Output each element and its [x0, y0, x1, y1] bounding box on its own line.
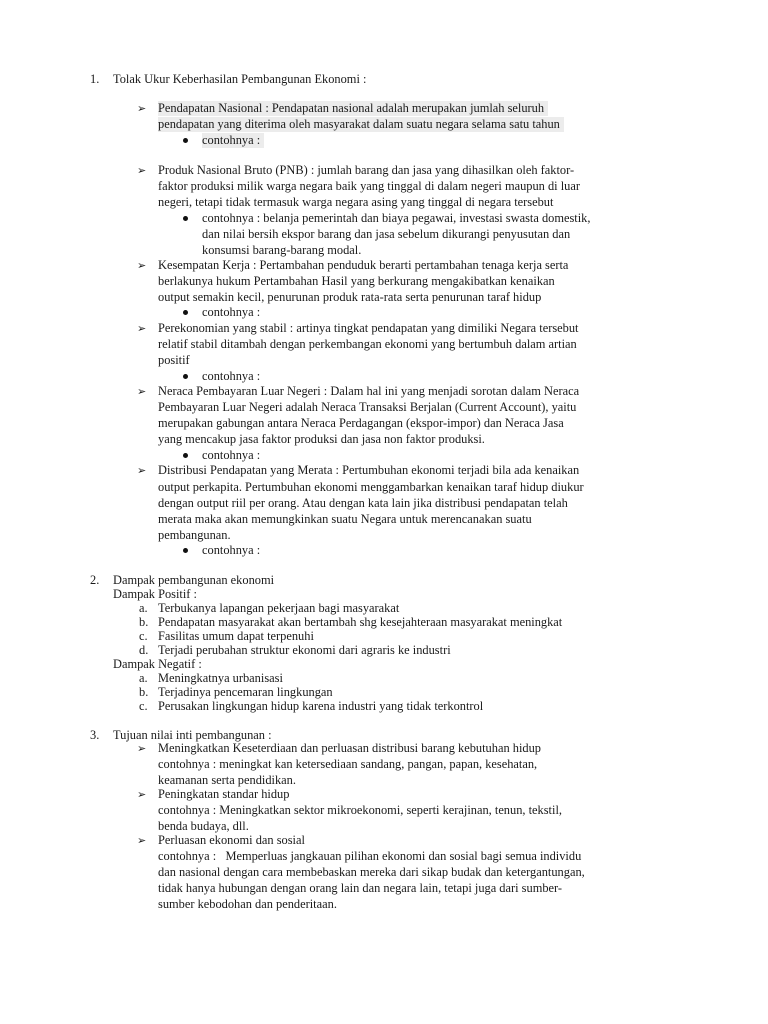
item-line: Meningkatkan Keseterdiaan dan perluasan distribusi barang kebutuhan hidup	[158, 741, 541, 755]
section-3-number: 3.	[90, 728, 100, 742]
list-item: Terjadinya pencemaran lingkungan	[158, 685, 333, 699]
example-line: dan nilai bersih ekspor barang dan jasa sebelum dikurangi penyusutan dan	[202, 227, 571, 241]
item-line: dengan output riil per orang. Atau dengan kata lain jika distribusi pendapatan telah	[158, 496, 568, 510]
positive-label: Dampak Positif :	[113, 587, 197, 601]
item-line: merata maka akan memungkinkan suatu Negara untuk merencanakan suatu	[158, 512, 532, 526]
list-marker: b.	[139, 615, 149, 629]
example-line: contohnya :	[202, 448, 261, 462]
section-3-title: Tujuan nilai inti pembangunan :	[113, 728, 272, 742]
list-item: Meningkatnya urbanisasi	[158, 671, 283, 685]
list-marker: b.	[139, 685, 149, 699]
item-line: Kesempatan Kerja : Pertambahan penduduk berarti pertambahan tenaga kerja serta	[158, 258, 569, 272]
list-marker: a.	[139, 671, 148, 685]
bullet-dot-icon	[183, 548, 188, 553]
item-line: Perluasan ekonomi dan sosial	[158, 833, 305, 847]
arrow-bullet-icon: ➢	[137, 834, 147, 847]
item-line: output semakin kecil, penurunan produk rata-rata serta penurunan taraf hidup	[158, 290, 542, 304]
item-line: contohnya : Memperluas jangkauan pilihan ekonomi dan sosial bagi semua individu	[158, 849, 582, 863]
item-line: tidak hanya hubungan dengan orang lain dan negara lain, tetapi juga dari sumber-	[158, 881, 563, 895]
list-marker: d.	[139, 643, 149, 657]
section-2-title: Dampak pembangunan ekonomi	[113, 573, 275, 587]
example-line: contohnya :	[202, 305, 261, 319]
example-line: konsumsi barang-barang modal.	[202, 243, 362, 257]
item-line: keamanan serta pendidikan.	[158, 773, 296, 787]
item-line: output perkapita. Pertumbuhan ekonomi menggambarkan kenaikan taraf hidup diukur	[158, 480, 584, 494]
item-line: Pendapatan Nasional : Pendapatan nasional adalah merupakan jumlah seluruh	[158, 101, 548, 116]
item-line: Distribusi Pendapatan yang Merata : Pertumbuhan ekonomi terjadi bila ada kenaikan	[158, 463, 580, 477]
example-line: contohnya :	[202, 369, 261, 383]
list-item: Fasilitas umum dapat terpenuhi	[158, 629, 314, 643]
item-line: sumber kebodohan dan penderitaan.	[158, 897, 337, 911]
list-item: Terjadi perubahan struktur ekonomi dari agraris ke industri	[158, 643, 451, 657]
arrow-bullet-icon: ➢	[137, 464, 147, 477]
item-line: contohnya : Meningkatkan sektor mikroekonomi, seperti kerajinan, tenun, tekstil,	[158, 803, 562, 817]
item-line: relatif stabil ditambah dengan perkembangan ekonomi yang bertumbuh dalam artian	[158, 337, 577, 351]
item-line: dan nasional dengan cara membebaskan mereka dari sikap budak dan ketergantungan,	[158, 865, 585, 879]
bullet-dot-icon	[183, 374, 188, 379]
item-line: merupakan gabungan antara Neraca Perdagangan (ekspor-impor) dan Neraca Jasa	[158, 416, 564, 430]
item-line: Produk Nasional Bruto (PNB) : jumlah barang dan jasa yang dihasilkan oleh faktor-	[158, 163, 575, 177]
arrow-bullet-icon: ➢	[137, 102, 147, 115]
bullet-dot-icon	[183, 453, 188, 458]
item-line: benda budaya, dll.	[158, 819, 249, 833]
item-line: Perekonomian yang stabil : artinya tingkat pendapatan yang dimiliki Negara tersebut	[158, 321, 579, 335]
item-line: Pembayaran Luar Negeri adalah Neraca Transaksi Berjalan (Current Account), yaitu	[158, 400, 577, 414]
bullet-dot-icon	[183, 310, 188, 315]
section-1-title: Tolak Ukur Keberhasilan Pembangunan Ekonomi :	[113, 72, 367, 86]
bullet-dot-icon	[183, 216, 188, 221]
arrow-bullet-icon: ➢	[137, 385, 147, 398]
negative-label: Dampak Negatif :	[113, 657, 202, 671]
section-2-number: 2.	[90, 573, 100, 587]
item-line: pembangunan.	[158, 528, 231, 542]
arrow-bullet-icon: ➢	[137, 788, 147, 801]
list-item: Perusakan lingkungan hidup karena industri yang tidak terkontrol	[158, 699, 484, 713]
item-line: Neraca Pembayaran Luar Negeri : Dalam hal ini yang menjadi sorotan dalam Neraca	[158, 384, 580, 398]
section-1-number: 1.	[90, 72, 100, 86]
bullet-dot-icon	[183, 138, 188, 143]
item-line: berlakunya hukum Pertambahan Hasil yang berkurang mengakibatkan kenaikan	[158, 274, 555, 288]
arrow-bullet-icon: ➢	[137, 259, 147, 272]
example-line: contohnya :	[202, 543, 261, 557]
item-line: contohnya : meningkat kan ketersediaan sandang, pangan, papan, kesehatan,	[158, 757, 538, 771]
list-marker: c.	[139, 629, 148, 643]
list-item: Pendapatan masyarakat akan bertambah shg kesejahteraan masyarakat meningkat	[158, 615, 563, 629]
example-line: contohnya :	[202, 133, 264, 148]
item-line: negeri, tetapi tidak termasuk warga negara asing yang tinggal di negara tersebut	[158, 195, 554, 209]
arrow-bullet-icon: ➢	[137, 164, 147, 177]
item-line: yang mencakup jasa faktor produksi dan jasa non faktor produksi.	[158, 432, 485, 446]
item-line: faktor produksi milik warga negara baik yang tinggal di dalam negeri maupun di luar	[158, 179, 580, 193]
item-line: pendapatan yang diterima oleh masyarakat dalam suatu negara selama satu tahun	[158, 117, 564, 132]
item-line: Peningkatan standar hidup	[158, 787, 290, 801]
example-line: contohnya : belanja pemerintah dan biaya pegawai, investasi swasta domestik,	[202, 211, 591, 225]
list-item: Terbukanya lapangan pekerjaan bagi masyarakat	[158, 601, 400, 615]
item-line: positif	[158, 353, 190, 367]
arrow-bullet-icon: ➢	[137, 322, 147, 335]
list-marker: a.	[139, 601, 148, 615]
list-marker: c.	[139, 699, 148, 713]
arrow-bullet-icon: ➢	[137, 742, 147, 755]
